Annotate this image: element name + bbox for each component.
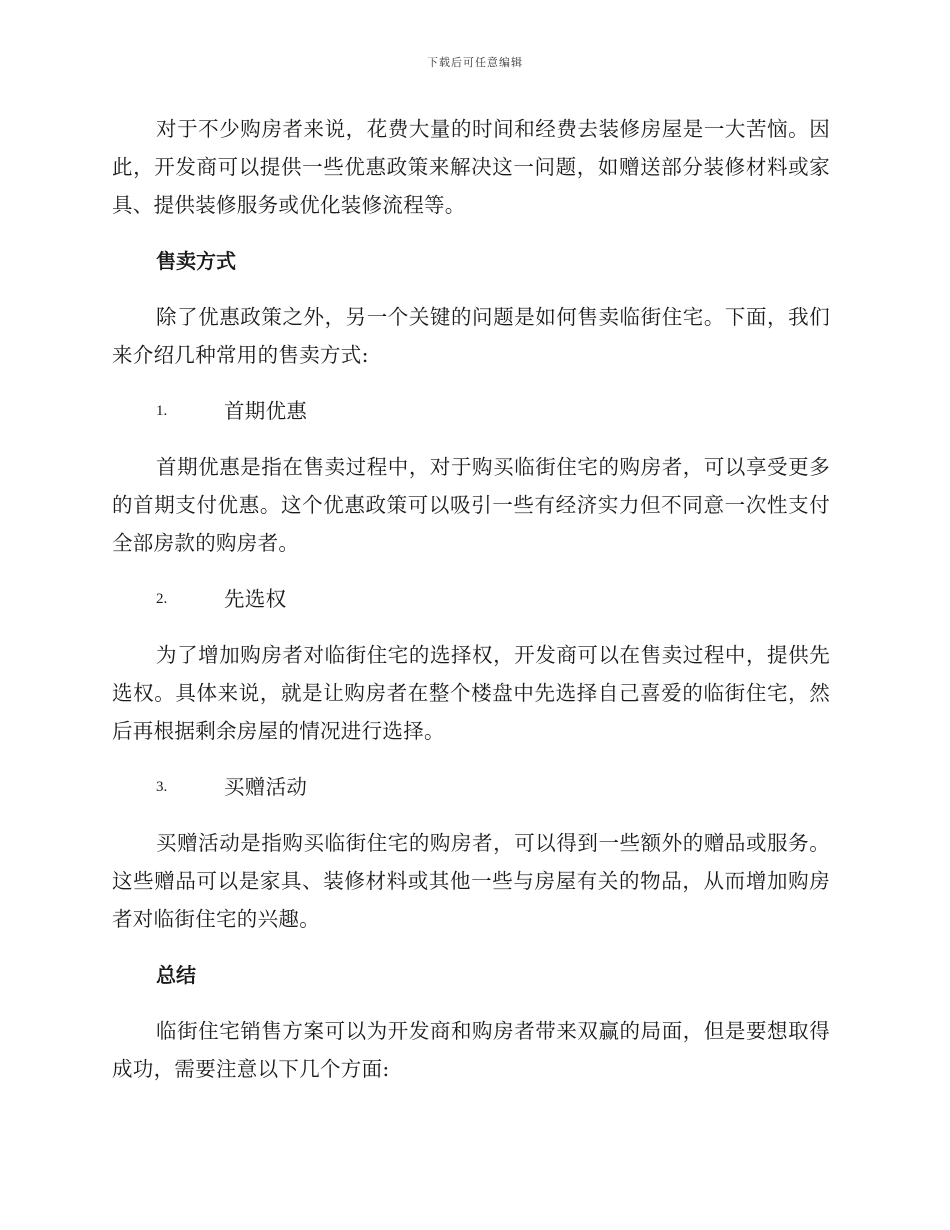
- list-label: 先选权: [224, 587, 287, 611]
- section-heading-sales-methods: 售卖方式: [156, 249, 236, 273]
- list-number: 3.: [156, 779, 168, 795]
- list-number: 2.: [156, 591, 168, 607]
- list-item-down-payment: [156, 392, 830, 430]
- list-label: 首期优惠: [224, 399, 308, 423]
- paragraph-gift-promotion: 买赠活动是指购买临街住宅的购房者，可以得到一些额外的赠品或服务。这些赠品可以是家具、装修材料或其他一些与房屋有关的物品，从而增加购房者对临街住宅的兴趣。: [112, 831, 830, 931]
- list-item-gift-promotion: [156, 768, 830, 806]
- list-label: 买赠活动: [224, 775, 308, 799]
- paragraph-sales-intro: 除了优惠政策之外，另一个关键的问题是如何售卖临街住宅。下面，我们来介绍几种常用的售卖方式:: [112, 305, 830, 367]
- page-header: 下载后可任意编辑: [427, 56, 523, 69]
- paragraph-priority-selection: 为了增加购房者对临街住宅的选择权，开发商可以在售卖过程中，提供先选权。具体来说，就是让购房者在整个楼盘中先选择自己喜爱的临街住宅，然后再根据剩余房屋的情况进行选择。: [112, 643, 830, 743]
- paragraph-down-payment: 首期优惠是指在售卖过程中，对于购买临街住宅的购房者，可以享受更多的首期支付优惠。这个优惠政策可以吸引一些有经济实力但不同意一次性支付全部房款的购房者。: [112, 455, 830, 555]
- list-item-priority-selection: [156, 580, 830, 618]
- document-body: [112, 110, 830, 1106]
- paragraph-summary: 临街住宅销售方案可以为开发商和购房者带来双赢的局面，但是要想取得成功，需要注意以下几个方面:: [112, 1019, 830, 1081]
- paragraph-renovation: 对于不少购房者来说，花费大量的时间和经费去装修房屋是一大苦恼。因此，开发商可以提供一些优惠政策来解决这一问题，如赠送部分装修材料或家具、提供装修服务或优化装修流程等。: [112, 117, 830, 217]
- list-number: 1.: [156, 403, 168, 419]
- section-heading-summary: 总结: [156, 963, 196, 987]
